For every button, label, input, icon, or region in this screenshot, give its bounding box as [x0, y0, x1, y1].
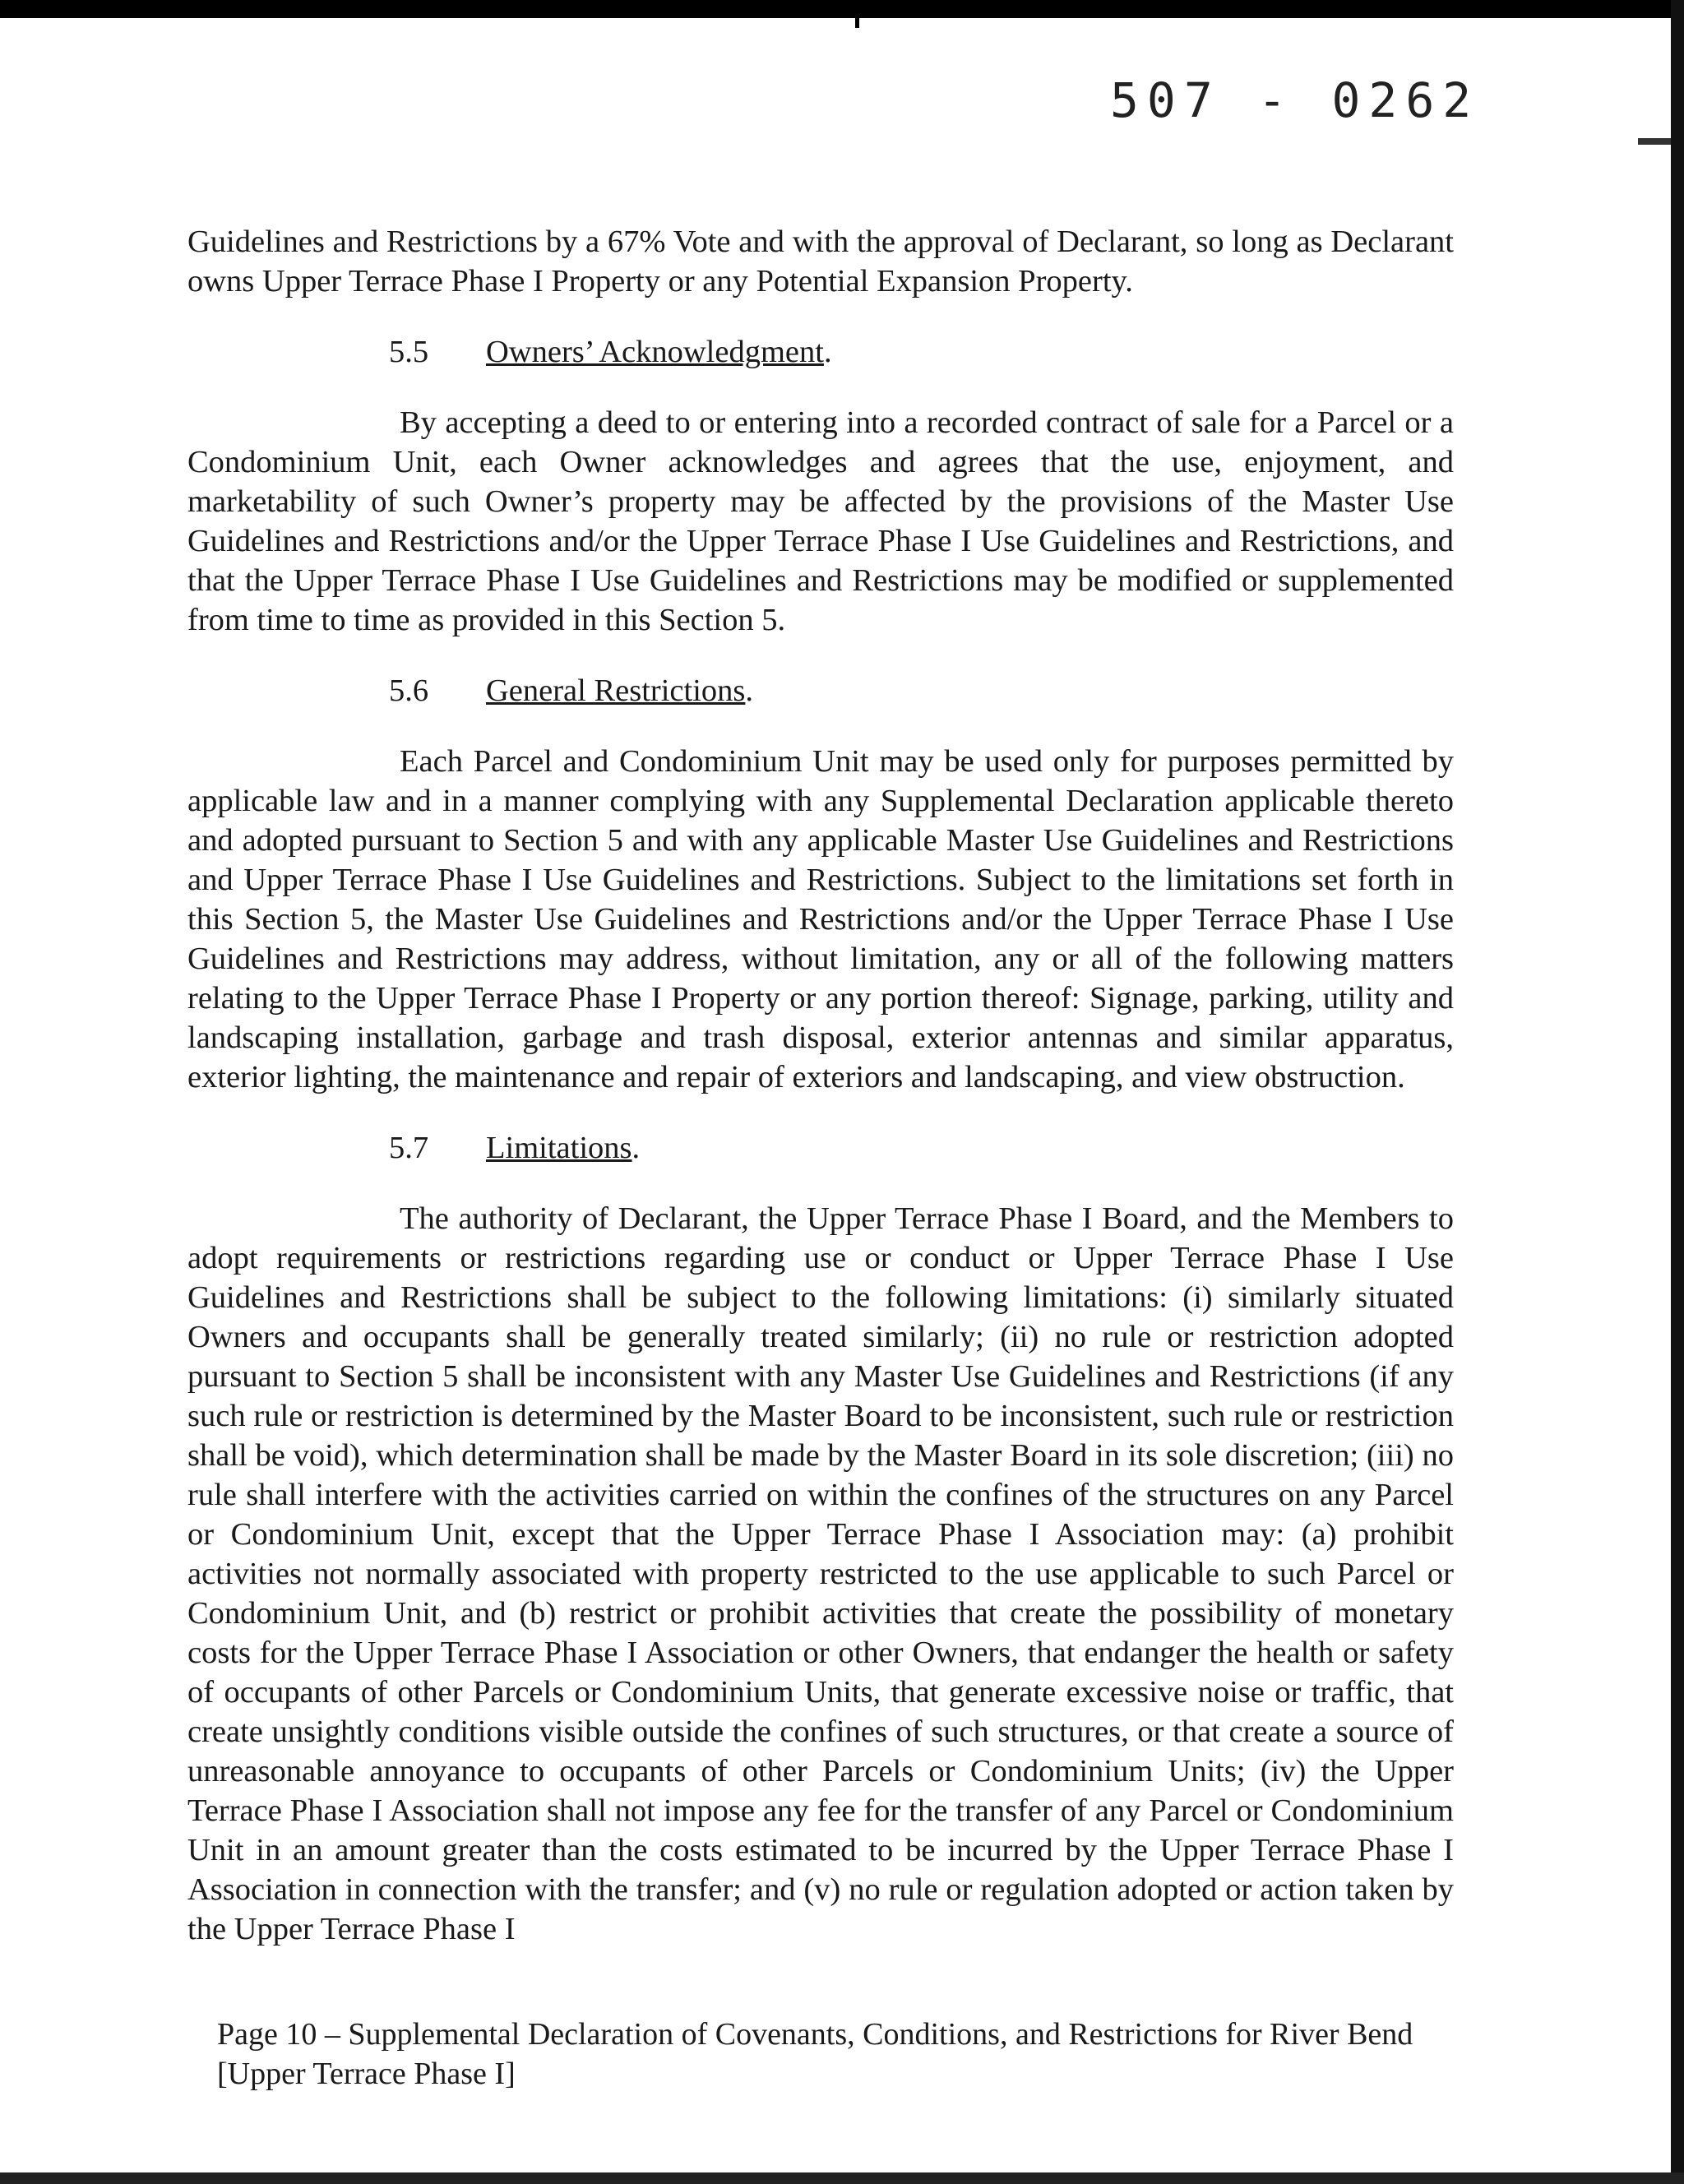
section-title: General Restrictions [486, 673, 746, 708]
section-title-period: . [745, 673, 754, 708]
footer-line-2: [Upper Terrace Phase I] [217, 2057, 516, 2091]
intro-paragraph: Guidelines and Restrictions by a 67% Vote and with the approval of Declarant, so long as Declarant owns Upper Terrace Phase I Property or any Potential Expansion Property. [187, 224, 1454, 298]
section-body-5-6: Each Parcel and Condominium Unit may be used only for purposes permitted by applicable law and in a manner complying with any Supplemental Declaration applicable thereto and adopted pursuant to Section 5 and with any applicable Master Use Guidelines and Restrictions and Upper Terrace Phase I Use Guidelines and Restrictions. Subject to the limitations set forth in this Section 5, the Master Use Guidelines and Restrictions and/or the Upper Terrace Phase I Use Guidelines and Restrictions may address, without limitation, any or all of the following matters relating to the Upper Terrace Phase I Property or any portion thereof: Signage, parking, utility and landscaping installation, garbage and trash disposal, exterior antennas and similar apparatus, exterior lighting, the maintenance and repair of exteriors and landscaping, and view obstruction. [187, 744, 1454, 1094]
section-heading-5-6 [187, 671, 1454, 710]
section-title: Owners’ Acknowledgment [486, 335, 824, 369]
section-heading-5-7 [187, 1128, 1454, 1168]
document-body [187, 222, 1454, 1949]
section-body-5-5: By accepting a deed to or entering into a recorded contract of sale for a Parcel or a Condominium Unit, each Owner acknowledges and agrees that the use, enjoyment, and marketability of such Owner’s property may be affected by the provisions of the Master Use Guidelines and Restrictions and/or the Upper Terrace Phase I Use Guidelines and Restrictions, and that the Upper Terrace Phase I Use Guidelines and Restrictions may be modified or supplemented from time to time as provided in this Section 5. [187, 405, 1454, 637]
section-number: 5.6 [389, 673, 429, 708]
scan-bottom-border [0, 2172, 1684, 2184]
section-number: 5.7 [389, 1131, 429, 1165]
scan-right-mark [1638, 138, 1671, 145]
section-title-period: . [632, 1131, 641, 1165]
section-title: Limitations [486, 1131, 632, 1165]
section-heading-5-5 [187, 332, 1454, 372]
section-title-period: . [823, 335, 832, 369]
section-body-5-7: The authority of Declarant, the Upper Terrace Phase I Board, and the Members to adopt requirements or restrictions regarding use or conduct or Upper Terrace Phase I Use Guidelines and Restrictions shall be subject to the following limitations: (i) similarly situated Owners and occupants shall be generally treated similarly; (ii) no rule or restriction adopted pursuant to Section 5 shall be inconsistent with any Master Use Guidelines and Restrictions (if any such rule or restriction is determined by the Master Board to be inconsistent, such rule or restriction shall be void), which determination shall be made by the Master Board in its sole discretion; (iii) no rule shall interfere with the activities carried on within the confines of the structures on any Parcel or Condominium Unit, except that the Upper Terrace Phase I Association may: (a) prohibit activities not normally associated with property restricted to the use applicable to such Parcel or Condominium Unit, and (b) restrict or prohibit activities that create the possibility of monetary costs for the Upper Terrace Phase I Association or other Owners, that endanger the health or safety of occupants of other Parcels or Condominium Units, that generate excessive noise or traffic, that create unsightly conditions visible outside the confines of such structures, or that create a source of unreasonable annoyance to occupants of other Parcels or Condominium Units; (iv) the Upper Terrace Phase I Association shall not impose any fee for the transfer of any Parcel or Condominium Unit in an amount greater than the costs estimated to be incurred by the Upper Terrace Phase I Association in connection with the transfer; and (v) no rule or regulation adopted or action taken by the Upper Terrace Phase I [187, 1201, 1454, 1946]
section-number: 5.5 [389, 335, 429, 369]
scan-top-border [0, 0, 1684, 18]
scan-right-border [1671, 0, 1684, 2184]
scan-top-notch [855, 0, 859, 28]
page-footer [217, 2015, 1467, 2094]
footer-line-1: Page 10 – Supplemental Declaration of Covenants, Conditions, and Restrictions for River Bend [217, 2017, 1413, 2052]
document-stamp-number: 507 - 0262 [1110, 72, 1480, 128]
